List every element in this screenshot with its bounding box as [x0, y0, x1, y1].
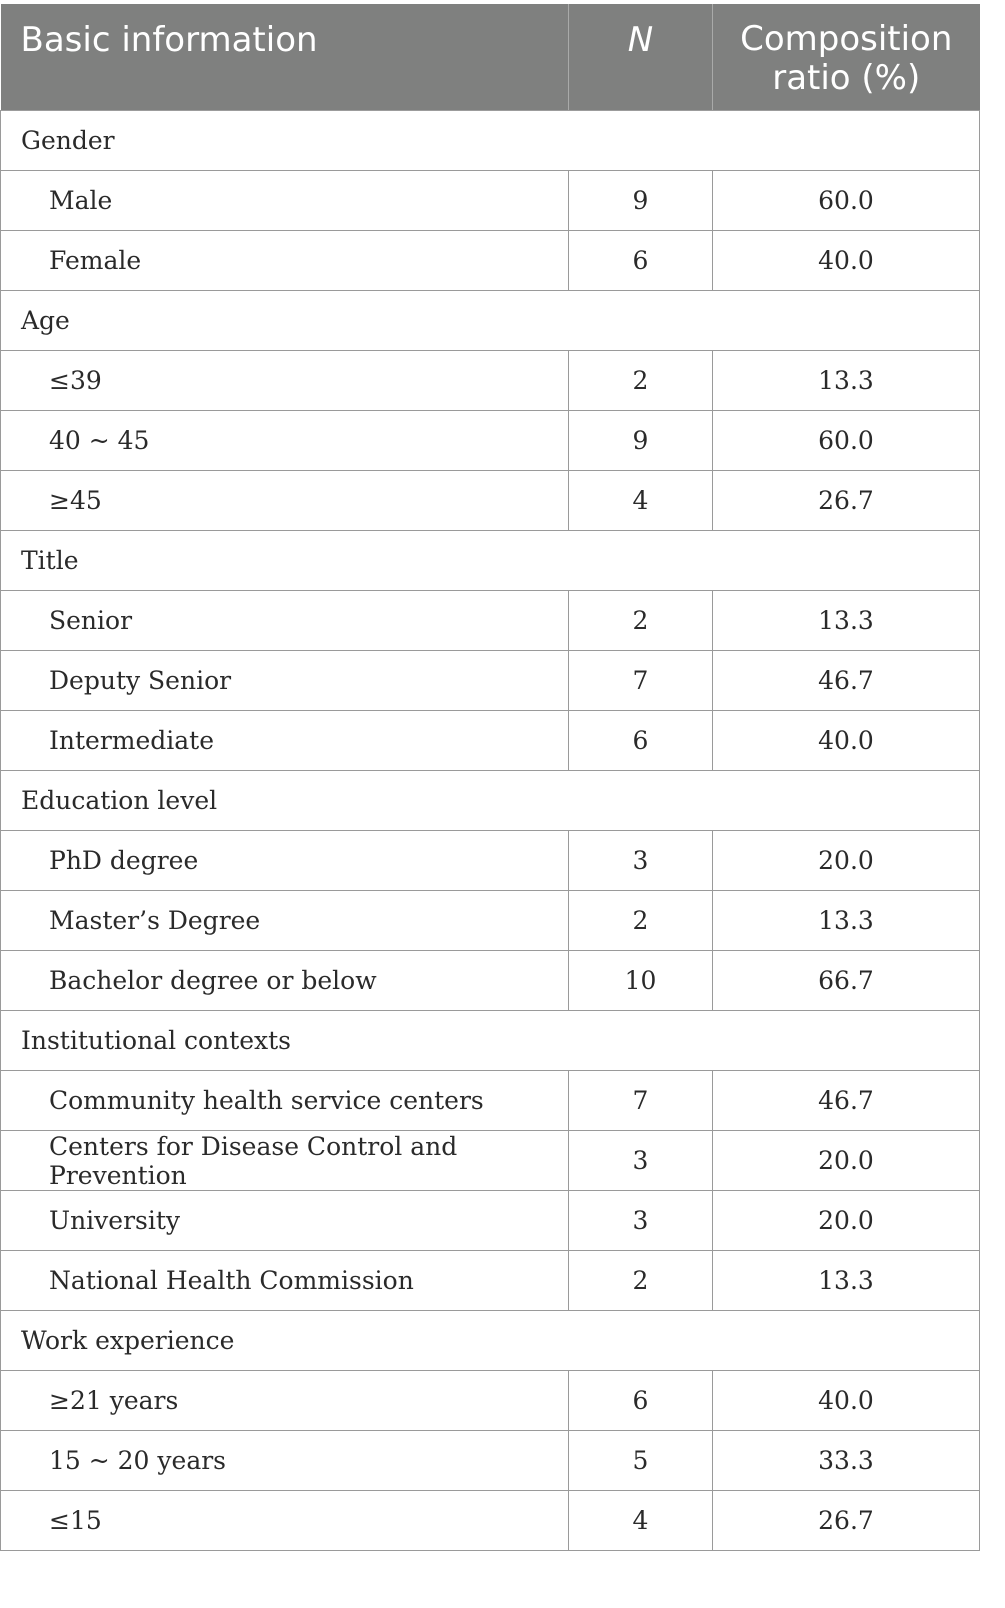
row-label: Senior	[1, 591, 569, 651]
row-ratio-value: 13.3	[713, 591, 980, 651]
group-label: Title	[1, 531, 980, 591]
group-label: Work experience	[1, 1311, 980, 1371]
table-row	[1, 591, 980, 651]
row-n-value: 4	[569, 471, 713, 531]
group-row	[1, 771, 980, 831]
table-row	[1, 231, 980, 291]
row-n-value: 4	[569, 1491, 713, 1551]
group-label: Education level	[1, 771, 980, 831]
row-ratio-value: 60.0	[713, 171, 980, 231]
row-ratio-value: 20.0	[713, 1191, 980, 1251]
table-row	[1, 1191, 980, 1251]
row-ratio-value: 40.0	[713, 711, 980, 771]
row-n-value: 3	[569, 1191, 713, 1251]
table-row	[1, 411, 980, 471]
group-label: Gender	[1, 111, 980, 171]
table-row	[1, 651, 980, 711]
table-row	[1, 711, 980, 771]
row-label: 15 ~ 20 years	[1, 1431, 569, 1491]
header-n: N	[569, 4, 713, 111]
row-label: National Health Commission	[1, 1251, 569, 1311]
row-ratio-value: 60.0	[713, 411, 980, 471]
row-ratio-value: 13.3	[713, 1251, 980, 1311]
row-label: University	[1, 1191, 569, 1251]
row-ratio-value: 66.7	[713, 951, 980, 1011]
row-ratio-value: 33.3	[713, 1431, 980, 1491]
row-ratio-value: 20.0	[713, 1131, 980, 1191]
row-label: ≥21 years	[1, 1371, 569, 1431]
row-label: 40 ~ 45	[1, 411, 569, 471]
row-label: Intermediate	[1, 711, 569, 771]
row-n-value: 3	[569, 1131, 713, 1191]
row-ratio-value: 13.3	[713, 891, 980, 951]
group-row	[1, 1011, 980, 1071]
row-n-value: 2	[569, 891, 713, 951]
row-n-value: 6	[569, 711, 713, 771]
row-n-value: 6	[569, 1371, 713, 1431]
row-n-value: 7	[569, 1071, 713, 1131]
row-n-value: 9	[569, 171, 713, 231]
table-header	[1, 4, 980, 111]
group-row	[1, 291, 980, 351]
row-label: PhD degree	[1, 831, 569, 891]
row-ratio-value: 26.7	[713, 471, 980, 531]
table-row	[1, 1371, 980, 1431]
table-row	[1, 471, 980, 531]
table-row	[1, 1131, 980, 1191]
header-basic-information: Basic information	[1, 4, 569, 111]
group-label: Institutional contexts	[1, 1011, 980, 1071]
row-label: Female	[1, 231, 569, 291]
row-n-value: 2	[569, 351, 713, 411]
row-n-value: 2	[569, 591, 713, 651]
row-ratio-value: 40.0	[713, 1371, 980, 1431]
row-n-value: 3	[569, 831, 713, 891]
table-row	[1, 951, 980, 1011]
row-label: Bachelor degree or below	[1, 951, 569, 1011]
header-row	[1, 4, 980, 111]
group-row	[1, 531, 980, 591]
row-n-value: 7	[569, 651, 713, 711]
row-ratio-value: 46.7	[713, 651, 980, 711]
row-n-value: 6	[569, 231, 713, 291]
group-row	[1, 1311, 980, 1371]
group-row	[1, 111, 980, 171]
row-n-value: 5	[569, 1431, 713, 1491]
table-row	[1, 351, 980, 411]
basic-information-table	[0, 4, 980, 1551]
table-row	[1, 1431, 980, 1491]
row-label: Community health service centers	[1, 1071, 569, 1131]
row-n-value: 10	[569, 951, 713, 1011]
row-label: Master’s Degree	[1, 891, 569, 951]
row-ratio-value: 20.0	[713, 831, 980, 891]
row-ratio-value: 26.7	[713, 1491, 980, 1551]
table-row	[1, 891, 980, 951]
row-label: Male	[1, 171, 569, 231]
row-n-value: 9	[569, 411, 713, 471]
table-row	[1, 171, 980, 231]
row-ratio-value: 13.3	[713, 351, 980, 411]
table-row	[1, 1071, 980, 1131]
row-label: ≥45	[1, 471, 569, 531]
row-label: ≤39	[1, 351, 569, 411]
row-label: Deputy Senior	[1, 651, 569, 711]
group-label: Age	[1, 291, 980, 351]
table-row	[1, 1491, 980, 1551]
row-ratio-value: 40.0	[713, 231, 980, 291]
row-ratio-value: 46.7	[713, 1071, 980, 1131]
table-body	[1, 111, 980, 1551]
table-row	[1, 1251, 980, 1311]
row-label: Centers for Disease Control and Prevention	[1, 1131, 569, 1191]
row-n-value: 2	[569, 1251, 713, 1311]
row-label: ≤15	[1, 1491, 569, 1551]
table-row	[1, 831, 980, 891]
header-composition-ratio: Composition ratio (%)	[713, 4, 980, 111]
